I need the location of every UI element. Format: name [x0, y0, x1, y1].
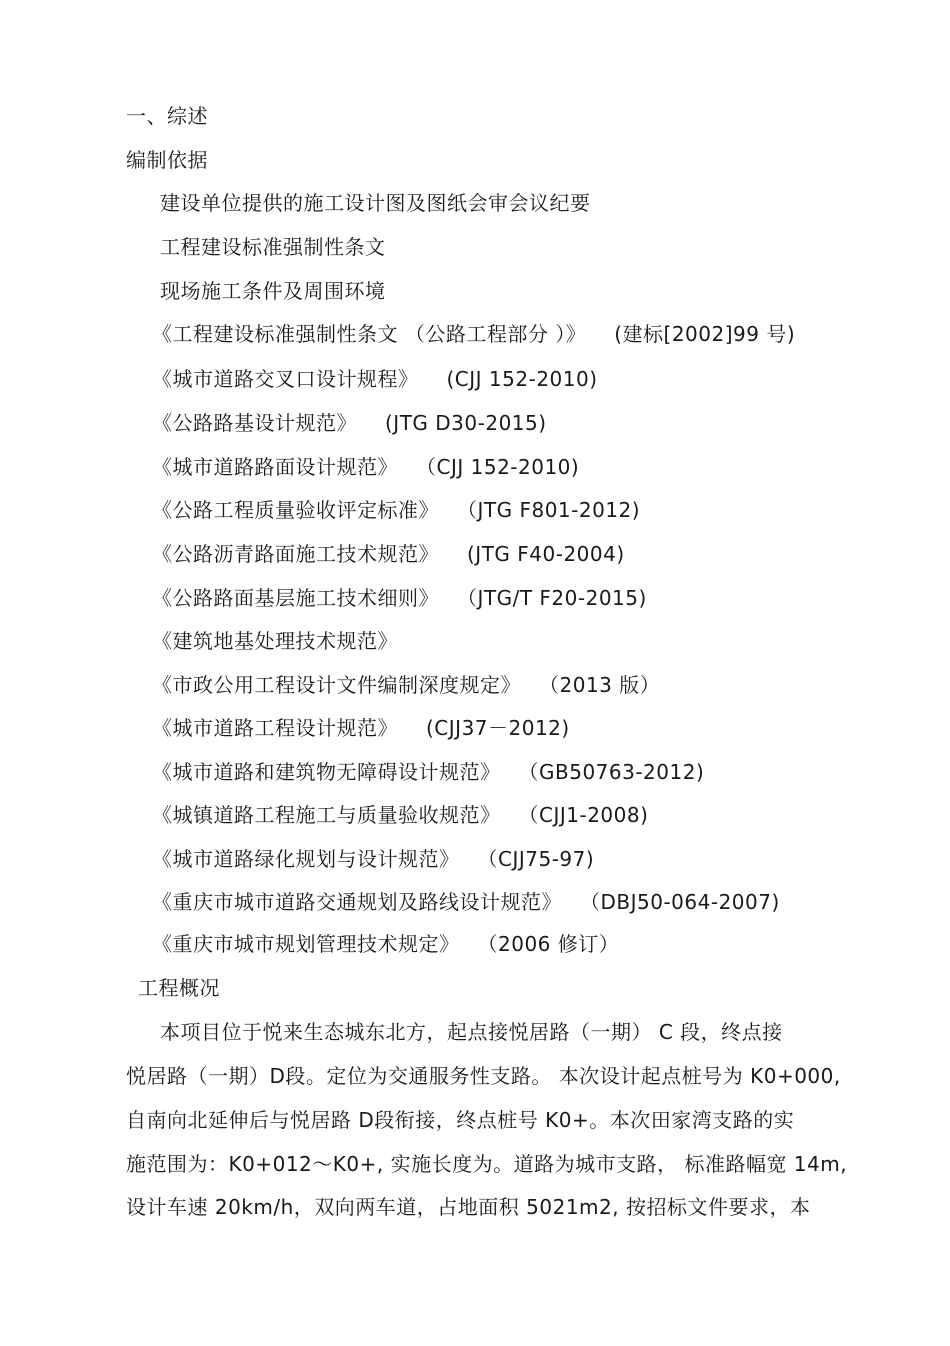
reference-item [152, 455, 579, 479]
reference-item [152, 847, 594, 871]
reference-code: (CJJ 152-2010) [446, 367, 598, 391]
reference-title: 《城市道路工程设计规范》 [152, 716, 398, 740]
reference-item [152, 760, 704, 784]
reference-code: （JTG F801-2012) [467, 498, 641, 522]
reference-item [152, 673, 660, 697]
reference-title: 《公路路面基层施工技术细则》 [152, 586, 439, 610]
reference-title: 《城镇道路工程施工与质量验收规范》 [152, 803, 501, 827]
reference-item [152, 716, 570, 740]
reference-item [152, 367, 598, 391]
reference-code: (CJJ37－2012) [426, 716, 570, 740]
reference-item [152, 803, 648, 827]
reference-code: （CJJ75-97) [487, 847, 595, 871]
paragraph-line: 施范围为：K0+012～K0+, 实施长度为。道路为城市支路， 标准路幅宽 14m, [126, 1152, 848, 1176]
reference-title: 《重庆市城市规划管理技术规定》 [152, 932, 460, 956]
reference-code: （2013 版） [549, 673, 661, 697]
reference-item [152, 322, 795, 346]
reference-code: （GB50763-2012) [528, 760, 705, 784]
paragraph-line: 悦居路（一期）D段。定位为交通服务性支路。 本次设计起点桩号为 K0+000, [126, 1064, 841, 1088]
subheading-project: 工程概况 [138, 976, 220, 1000]
reference-title: 《公路路基设计规范》 [152, 411, 357, 435]
reference-code: （CJJ 152-2010) [426, 455, 580, 479]
reference-title: 《城市道路和建筑物无障碍设计规范》 [152, 760, 501, 784]
paragraph-line: 自南向北延伸后与悦居路 D段衔接，终点桩号 K0+。本次田家湾支路的实 [126, 1108, 795, 1132]
reference-title: 《城市道路绿化规划与设计规范》 [152, 847, 460, 871]
reference-title: 《工程建设标准强制性条文 （公路工程部分 ）》 [152, 322, 587, 346]
reference-code: （CJJ1-2008) [528, 803, 649, 827]
reference-item [152, 411, 547, 435]
reference-item [152, 890, 780, 914]
basis-item: 建设单位提供的施工设计图及图纸会审会议纪要 [160, 191, 591, 215]
reference-code: (JTG F40-2004) [467, 542, 625, 566]
reference-code: （DBJ50-064-2007) [590, 890, 780, 914]
reference-item [152, 586, 647, 610]
subheading-basis: 编制依据 [126, 148, 208, 172]
paragraph-line: 本项目位于悦来生态城东北方，起点接悦居路（一期） C 段，终点接 [160, 1020, 783, 1044]
reference-title: 《重庆市城市道路交通规划及路线设计规范》 [152, 890, 562, 914]
section-heading-overview: 一、综述 [126, 104, 208, 128]
reference-title: 《城市道路交叉口设计规程》 [152, 367, 419, 391]
reference-item [152, 498, 640, 522]
reference-title: 《城市道路路面设计规范》 [152, 455, 398, 479]
reference-code: (建标[2002]99 号) [614, 322, 796, 346]
reference-code: (JTG D30-2015) [385, 411, 547, 435]
basis-item: 工程建设标准强制性条文 [160, 235, 386, 259]
paragraph-line: 设计车速 20km/h，双向两车道，占地面积 5021m2, 按招标文件要求，本 [126, 1195, 811, 1219]
reference-title: 《建筑地基处理技术规范》 [152, 629, 398, 653]
basis-item: 现场施工条件及周围环境 [160, 279, 386, 303]
reference-item [152, 629, 426, 653]
reference-title: 《公路沥青路面施工技术规范》 [152, 542, 439, 566]
reference-code: （JTG/T F20-2015) [467, 586, 647, 610]
reference-item [152, 542, 625, 566]
reference-code: （2006 修订） [487, 932, 620, 956]
reference-item [152, 932, 619, 956]
reference-title: 《公路工程质量验收评定标准》 [152, 498, 439, 522]
reference-title: 《市政公用工程设计文件编制深度规定》 [152, 673, 521, 697]
